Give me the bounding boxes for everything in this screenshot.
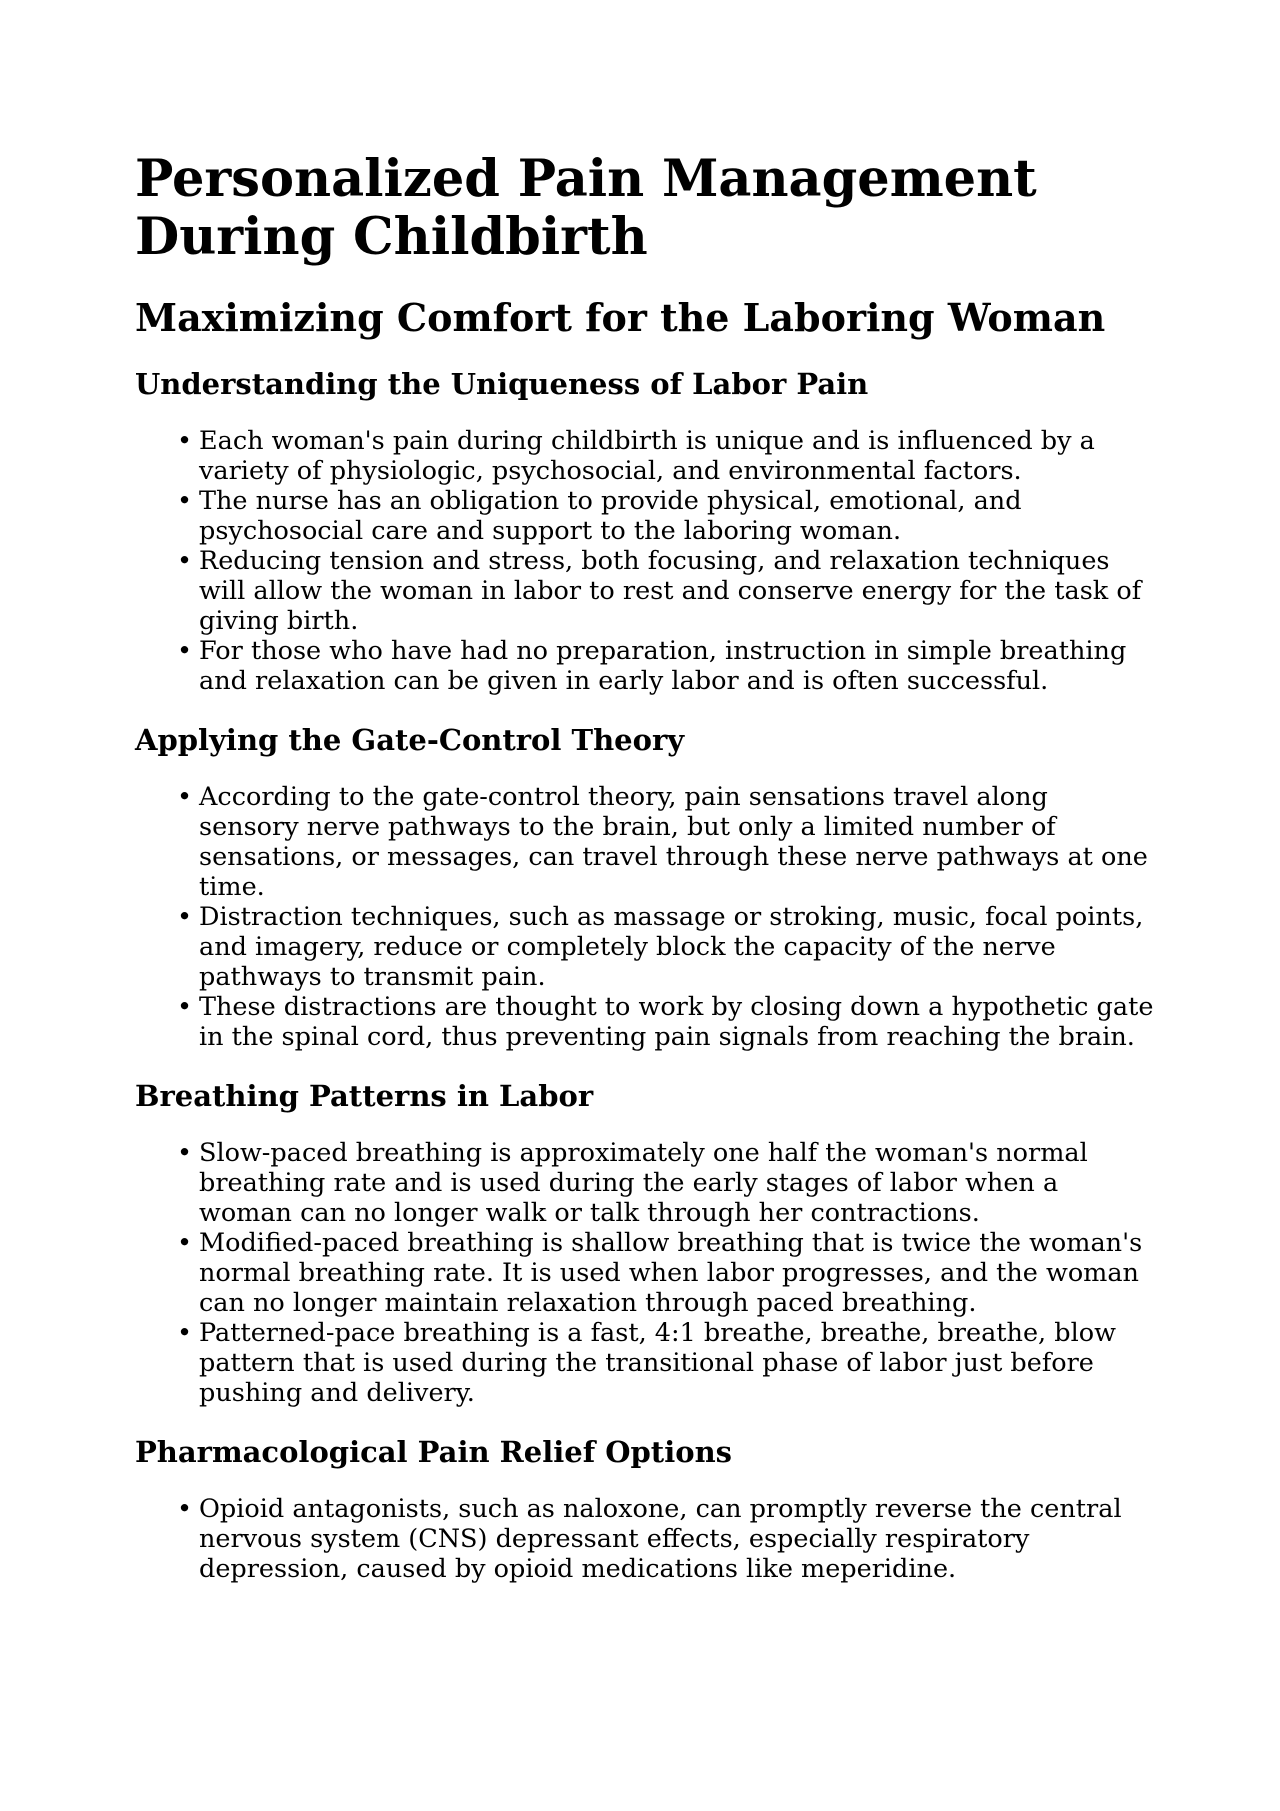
section-pharmacological-pain-relief <box>135 1434 1155 1584</box>
section-gate-control-theory <box>135 722 1155 1052</box>
document-page <box>135 150 1155 1610</box>
section-heading: Pharmacological Pain Relief Options <box>135 1435 732 1469</box>
section-heading: Understanding the Uniqueness of Labor Pain <box>135 367 869 401</box>
section-heading: Applying the Gate-Control Theory <box>135 723 685 757</box>
bullet-list <box>135 1494 1155 1584</box>
list-item: • For those who have had no preparation, instruction in simple breathing and relaxation can be given in early labor and is often successful. <box>199 636 1155 696</box>
document-subtitle: Maximizing Comfort for the Laboring Woman <box>135 295 1106 340</box>
list-item: • Patterned-pace breathing is a fast, 4:1 breathe, breathe, breathe, blow pattern that is used during the transitional phase of labor just before pushing and delivery. <box>199 1318 1155 1408</box>
list-item: • These distractions are thought to work by closing down a hypothetic gate in the spinal cord, thus preventing pain signals from reaching the brain. <box>199 992 1155 1052</box>
list-item: • Slow-paced breathing is approximately one half the woman's normal breathing rate and is used during the early stages of labor when a woman can no longer walk or talk through her contractions. <box>199 1138 1155 1228</box>
bullet-list <box>135 782 1155 1052</box>
section-uniqueness-of-labor-pain <box>135 366 1155 696</box>
list-item: • Modified-paced breathing is shallow breathing that is twice the woman's normal breathing rate. It is used when labor progresses, and the woman can no longer maintain relaxation through paced breathing. <box>199 1228 1155 1318</box>
list-item: • Distraction techniques, such as massage or stroking, music, focal points, and imagery, reduce or completely block the capacity of the nerve pathways to transmit pain. <box>199 902 1155 992</box>
bullet-list <box>135 1138 1155 1408</box>
list-item: • Reducing tension and stress, both focusing, and relaxation techniques will allow the woman in labor to rest and conserve energy for the task of giving birth. <box>199 546 1155 636</box>
list-item: • The nurse has an obligation to provide physical, emotional, and psychosocial care and support to the laboring woman. <box>199 486 1155 546</box>
section-breathing-patterns <box>135 1078 1155 1408</box>
list-item: • According to the gate-control theory, pain sensations travel along sensory nerve pathways to the brain, but only a limited number of sensations, or messages, can travel through these nerve pathways at one time. <box>199 782 1155 902</box>
section-heading: Breathing Patterns in Labor <box>135 1079 594 1113</box>
bullet-list <box>135 426 1155 696</box>
list-item: • Opioid antagonists, such as naloxone, can promptly reverse the central nervous system (CNS) depressant effects, especially respiratory depression, caused by opioid medications like meperidine. <box>199 1494 1155 1584</box>
list-item: • Each woman's pain during childbirth is unique and is influenced by a variety of physiologic, psychosocial, and environmental factors. <box>199 426 1155 486</box>
document-title: Personalized Pain Management During Childbirth <box>135 149 1037 267</box>
